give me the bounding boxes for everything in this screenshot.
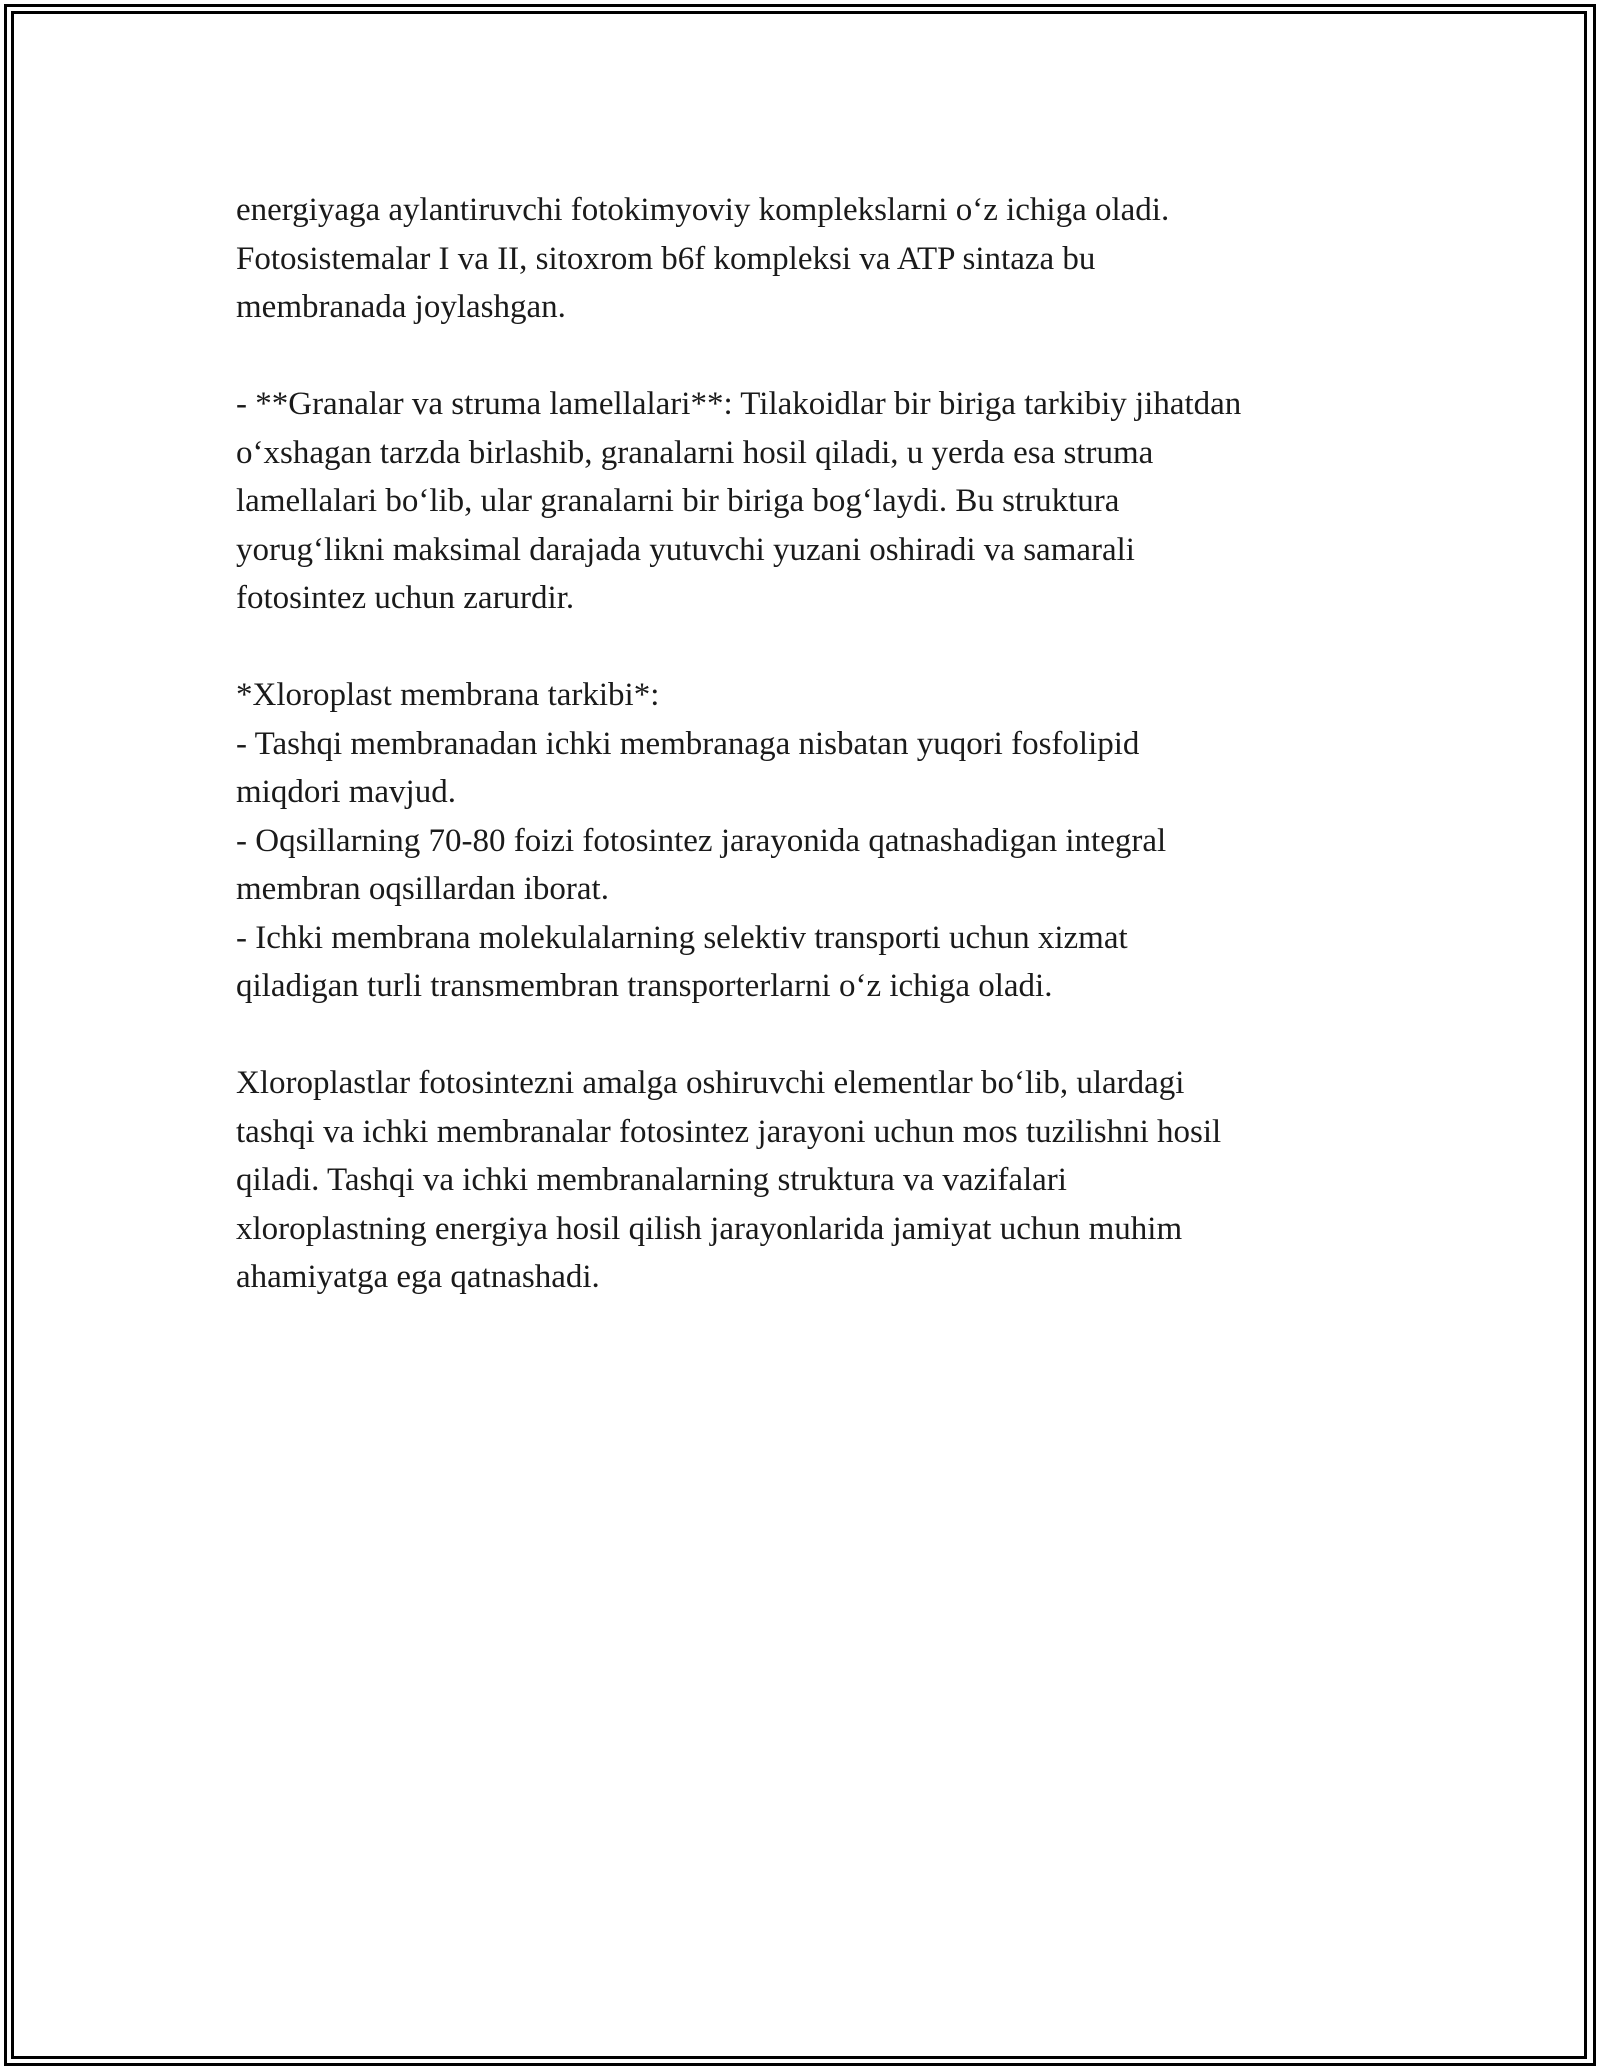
text-line: ahamiyatga ega qatnashadi.	[236, 1259, 600, 1295]
text-line: - Tashqi membranadan ichki membranaga nisbatan yuqori fosfolipid	[236, 725, 1140, 762]
document-body	[236, 186, 1376, 1350]
text-line: membranada joylashgan.	[236, 289, 566, 325]
paragraph-membrane-composition	[236, 671, 1376, 1011]
text-line: Xloroplastlar fotosintezni amalga oshiruvchi elementlar bo‘lib, ulardagi	[236, 1065, 1185, 1101]
text-line: yorug‘likni maksimal darajada yutuvchi yuzani oshiradi va samarali	[236, 531, 1135, 568]
paragraph-thylakoid-membrane	[236, 186, 1376, 332]
text-line: Fotosistemalar I va II, sitoxrom b6f kompleksi va ATP sintaza bu	[236, 240, 1096, 277]
text-line: fotosintez uchun zarurdir.	[236, 580, 575, 616]
text-line: miqdori mavjud.	[236, 774, 456, 810]
text-line: - Oqsillarning 70-80 foizi fotosintez jarayonida qatnashadigan integral	[236, 822, 1167, 859]
text-line: membran oqsillardan iborat.	[236, 871, 609, 907]
text-line: qiladi. Tashqi va ichki membranalarning struktura va vazifalari	[236, 1162, 1067, 1198]
text-line: lamellalari bo‘lib, ular granalarni bir biriga bog‘laydi. Bu struktura	[236, 483, 1120, 519]
text-line: tashqi va ichki membranalar fotosintez jarayoni uchun mos tuzilishni hosil	[236, 1113, 1222, 1150]
text-line: qiladigan turli transmembran transporterlarni o‘z ichiga oladi.	[236, 968, 1053, 1004]
text-line: o‘xshagan tarzda birlashib, granalarni hosil qiladi, u yerda esa struma	[236, 434, 1154, 471]
text-line: xloroplastning energiya hosil qilish jarayonlarida jamiyat uchun muhim	[236, 1210, 1183, 1247]
text-line: - Ichki membrana molekulalarning selektiv transporti uchun xizmat	[236, 919, 1128, 956]
text-line: energiyaga aylantiruvchi fotokimyoviy komplekslarni o‘z ichiga oladi.	[236, 192, 1170, 228]
text-line: - **Granalar va struma lamellalari**: Tilakoidlar bir biriga tarkibiy jihatdan	[236, 386, 1242, 422]
paragraph-grana-lamellae	[236, 380, 1376, 623]
text-line: *Xloroplast membrana tarkibi*:	[236, 677, 660, 713]
paragraph-conclusion	[236, 1059, 1376, 1302]
